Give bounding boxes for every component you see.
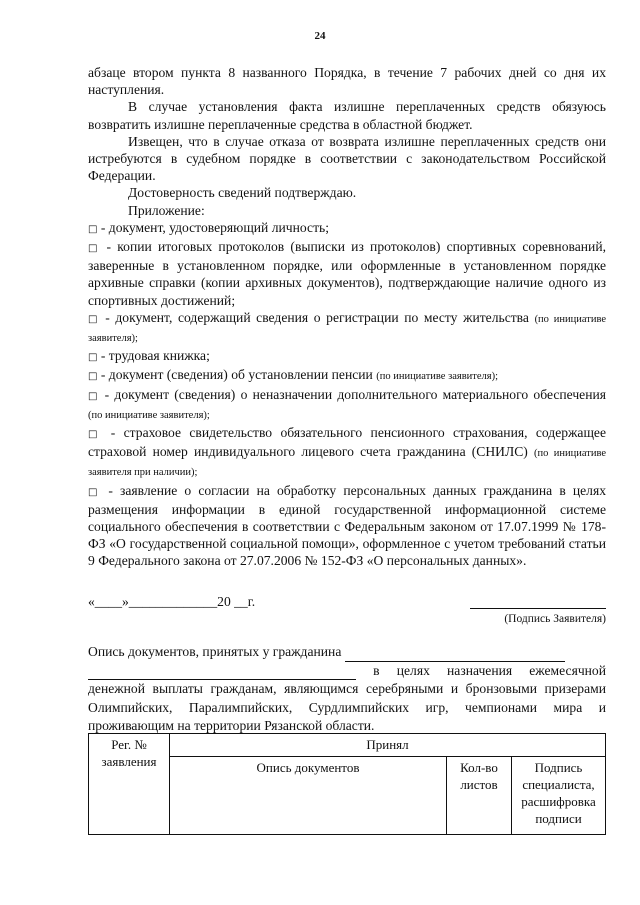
attachment-item: □ - документ, удостоверяющий личность; <box>88 219 329 235</box>
document-body <box>88 64 606 570</box>
item-note: (по инициативе заявителя при наличии); <box>88 448 607 479</box>
item-note: (по инициативе заявителя); <box>88 313 607 345</box>
signature-column-header: Подпись специалиста, расшифровка подписи <box>512 757 606 835</box>
paragraph-court: Извещен, что в случае отказа от возврата излишне переплаченных средств они истребуются в судебном порядке в соответствии с законодательством Российской Федерации. <box>88 133 606 184</box>
inventory-block <box>88 643 606 736</box>
checkbox-icon: □ <box>88 243 101 255</box>
attachment-item: □ - трудовая книжка; <box>88 348 210 364</box>
item-note: (по инициативе заявителя); <box>88 409 210 421</box>
citizen-name-line <box>345 647 565 662</box>
checkbox-icon: □ <box>88 486 102 498</box>
signature-line <box>470 592 606 609</box>
attachment-item: □ - документ (сведения) об установлении пенсии (по инициативе заявителя); <box>88 367 499 383</box>
inventory-text: в целях назначения ежемесячной денежной выплаты гражданам, являющимся серебряными и бронзовыми призерами Олимпийских, Паралимпийских, Сурдлимпийских игр, чемпионами мира и проживающим на территории Рязанской области. <box>88 662 606 734</box>
checkbox-icon: □ <box>88 429 103 441</box>
attachment-item: □ - страховое свидетельство обязательного пенсионного страхования, содержащее страховой номер индивидуального лицевого счета гражданина (СНИЛС) (по инициативе заявителя при наличии); <box>88 425 607 479</box>
inventory-column-header: Опись документов <box>170 757 447 835</box>
paragraph-deadline: абзаце втором пункта 8 названного Порядка, в течение 7 рабочих дней со дня их наступления. <box>88 65 606 98</box>
attachments-title: Приложение: <box>128 202 205 218</box>
checkbox-icon: □ <box>88 223 98 235</box>
checkbox-icon: □ <box>88 313 100 325</box>
attachment-item: □ - документ (сведения) о неназначении дополнительного материального обеспечения (по инициативе заявителя); <box>88 386 606 421</box>
page-number: 24 <box>314 30 326 42</box>
inventory-lead-line: Опись документов, принятых у гражданина <box>88 643 606 662</box>
attachment-item: □ - документ, содержащий сведения о регистрации по месту жительства (по инициативе заявителя); <box>88 309 607 345</box>
accepted-header: Принял <box>170 734 606 757</box>
reg-number-header: Рег. № заявления <box>89 734 170 835</box>
paragraph-confirm: Достоверность сведений подтверждаю. <box>128 185 357 201</box>
attachment-item: □ - копии итоговых протоколов (выписки из протоколов) спортивных соревнований, заверенные в установленном порядке, или оформленные в установленном порядке архивные справки (копии архивных документов), подтверждающие наличие одного из спортивных достижений; <box>88 239 606 308</box>
sheets-column-header: Кол-во листов <box>447 757 512 835</box>
registration-table <box>88 733 606 835</box>
attachment-item: □ - заявление о согласии на обработку персональных данных гражданина в целях размещения информации в единой государственной информационной системе социального обеспечения в соответствии с Федеральным законом от 17.07.1999 № 178-ФЗ «О государственной социальной помощи», оформленное с учетом требований статьи 9 Федерального закона от 27.07.2006 № 152-ФЗ «О персональных данных». <box>88 482 607 569</box>
checkbox-icon: □ <box>88 390 100 402</box>
item-note: (по инициативе заявителя); <box>376 371 499 383</box>
date-line: «____»_____________20 __г. <box>88 594 256 609</box>
checkbox-icon: □ <box>88 371 98 383</box>
paragraph-refund: В случае установления факта излишне переплаченных средств обязуюсь возвратить излишне переплаченные средства в областной бюджет. <box>88 99 606 132</box>
checkbox-icon: □ <box>88 352 98 364</box>
citizen-name-line-2 <box>88 665 356 680</box>
signature-caption: (Подпись Заявителя) <box>504 613 606 625</box>
